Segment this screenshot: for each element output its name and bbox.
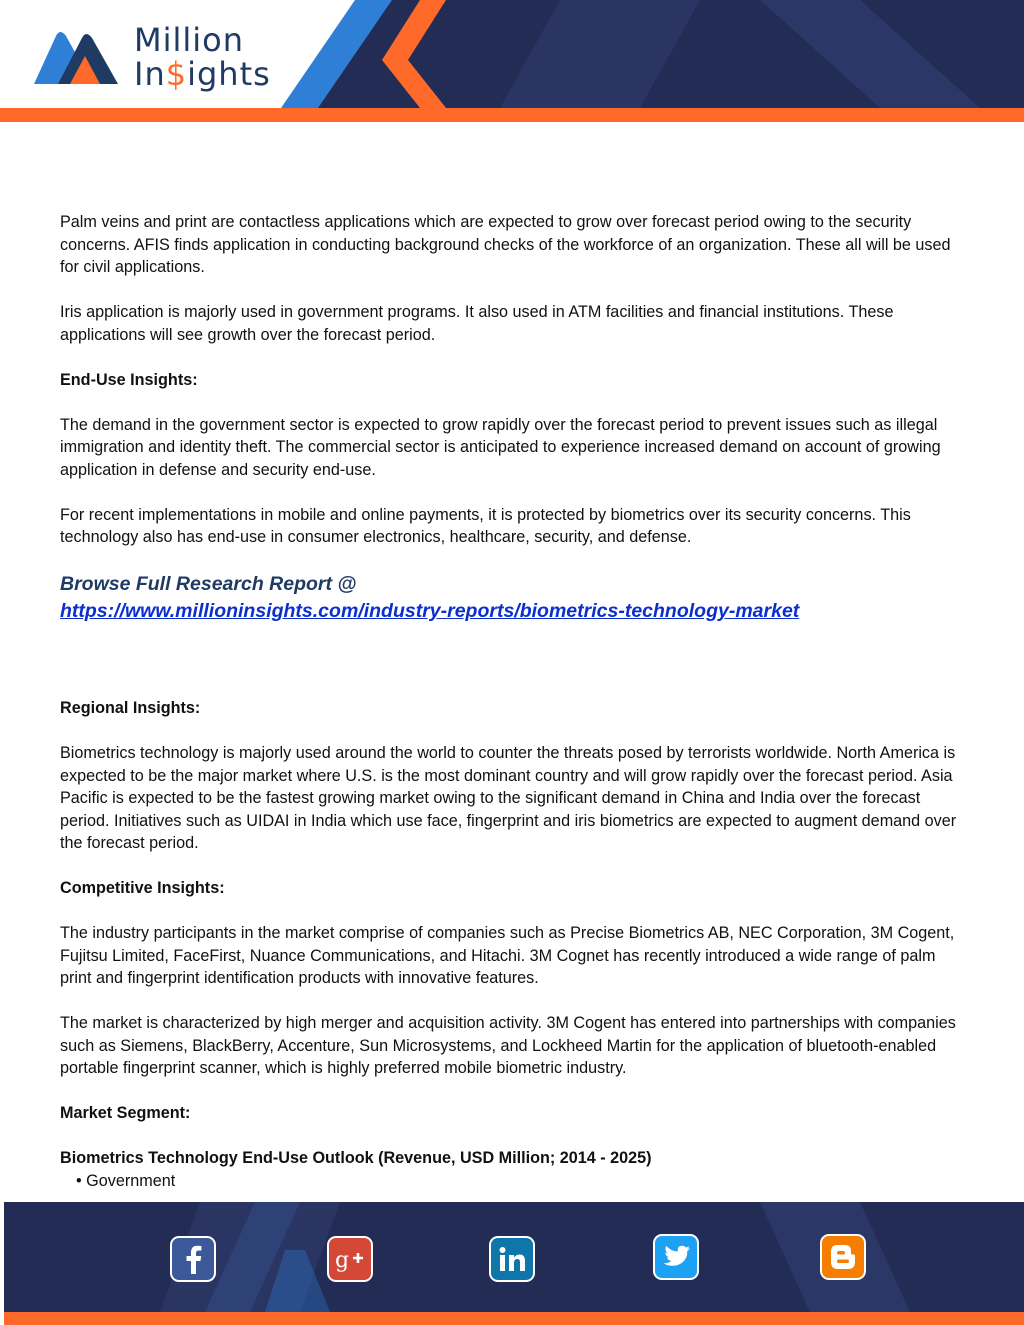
linkedin-icon — [497, 1245, 527, 1273]
logo-word-insights-suffix: ights — [187, 55, 271, 93]
heading-regional-insights: Regional Insights: — [60, 699, 201, 717]
paragraph-government-demand: The demand in the government sector is expected to grow rapidly over the forecast period to prevent issues such as illegal immigration and identity theft. The commercial sector is anticipated to experience increased demand on account of growing application in defense and security end-use. — [60, 415, 941, 479]
paragraph-mobile-payments: For recent implementations in mobile and online payments, it is protected by biometrics over its security concerns. This technology also has end-use in consumer electronics, healthcare, security, and defense. — [60, 505, 911, 546]
svg-text:g: g — [335, 1248, 350, 1272]
paragraph-mergers: The market is characterized by high merger and acquisition activity. 3M Cogent has entered into partnerships with companies such as Siemens, BlackBerry, Accenture, Sun Microsystems, and Lockheed Martin for the application of bluetooth-enabled portable fingerprint scanner, which is highly preferred mobile biometric industry. — [60, 1014, 956, 1077]
logo-word-insights — [134, 55, 271, 93]
blogger-icon — [828, 1242, 858, 1272]
page-header — [0, 0, 1024, 122]
page-footer — [0, 1200, 1024, 1325]
browse-report-label: Browse Full Research Report @ — [60, 573, 357, 595]
paragraph-iris: Iris application is majorly used in government programs. It also used in ATM facilities and financial institutions. These applications will see growth over the forecast period. — [60, 303, 894, 344]
logo-dollar-sign: $ — [165, 55, 188, 93]
linkedin-button[interactable] — [491, 1238, 533, 1280]
paragraph-palm-veins: Palm veins and print are contactless applications which are expected to grow over forecast period owing to the security concerns. AFIS finds application in conducting background checks of the workforce of an organization. These all will be used for civil applications. — [60, 213, 951, 276]
paragraph-participants: The industry participants in the market comprise of companies such as Precise Biometrics AB, NEC Corporation, 3M Cogent, Fujitsu Limited, FaceFirst, Nuance Communications, and Hitachi. 3M Cognet has recently introduced a wide range of palm print and fingerprint identification products with innovative features. — [60, 924, 955, 987]
spacer — [60, 625, 965, 697]
heading-competitive-insights: Competitive Insights: — [60, 879, 225, 897]
heading-market-segment: Market Segment: — [60, 1104, 191, 1122]
logo-word-million: Million — [134, 21, 245, 59]
browse-report-callout — [60, 571, 965, 625]
article-body — [60, 211, 965, 1192]
logo-mountain-icon — [30, 26, 122, 88]
google-plus-icon — [334, 1246, 366, 1272]
report-link[interactable]: https://www.millioninsights.com/industry-reports/biometrics-technology-market — [60, 600, 800, 622]
twitter-button[interactable] — [655, 1236, 697, 1278]
blogger-button[interactable] — [822, 1236, 864, 1278]
facebook-button[interactable] — [172, 1238, 214, 1280]
million-insights-logo[interactable] — [30, 22, 290, 96]
twitter-bird-icon — [660, 1243, 692, 1271]
facebook-icon — [181, 1244, 205, 1274]
list-item-government: • Government — [76, 1171, 176, 1190]
logo-word-insights-prefix: In — [134, 55, 166, 93]
heading-end-use-insights: End-Use Insights: — [60, 370, 198, 389]
heading-end-use-outlook: Biometrics Technology End-Use Outlook (Revenue, USD Million; 2014 - 2025) — [60, 1149, 652, 1167]
google-plus-button[interactable] — [329, 1238, 371, 1280]
paragraph-regional: Biometrics technology is majorly used around the world to counter the threats posed by terrorists worldwide. North America is expected to be the major market where U.S. is the most dominant country and will grow rapidly over the forecast period. Asia Pacific is expected to be the fastest growing market owing to the significant demand in China and India over the forecast period. Initiatives such as UIDAI in India which use face, fingerprint and iris biometrics are expected to augment demand over the forecast period. — [60, 744, 957, 852]
